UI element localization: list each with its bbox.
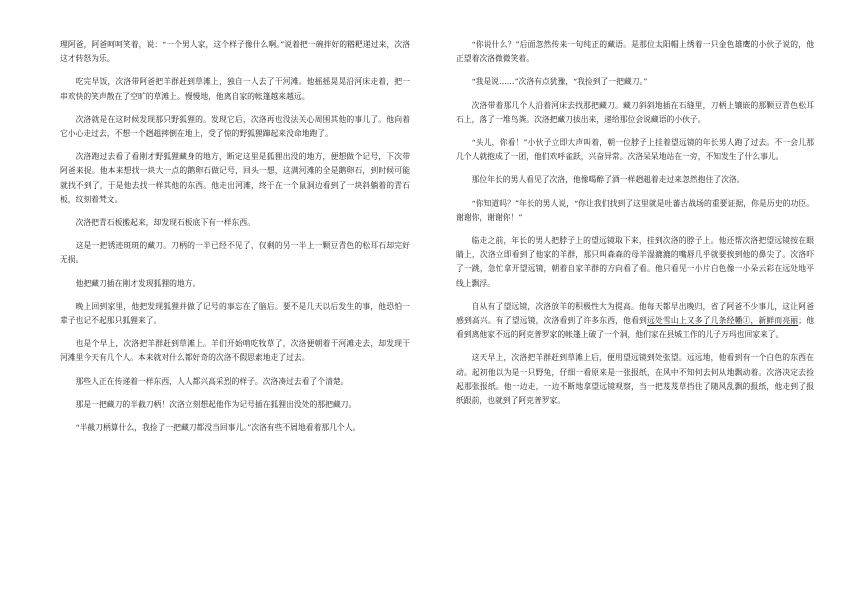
paragraph: “半截刀柄算什么，我捡了一把藏刀都没当回事儿。”次洛有些不屑地看着那几个人。 — [75, 423, 361, 433]
paragraph: “你知道吗？”年长的男人说，“你让我们找到了这里就是吐蕃古战场的重要证据，你是历史的功臣。谢谢你，谢谢你！” — [456, 198, 814, 222]
paragraph: 临走之前，年长的男人把脖子上的望远镜取下来，挂到次洛的脖子上。他还帮次洛把望远镜按在眼睛上，次洛立即看到了他家的羊群，那只叫森森的母羊湿漉漉的嘴唇几乎就要挨到他的鼻尖了。次洛吓了一跳，急忙拿开望远镜，朝着自家羊群的方向看了看。他只看见一小片白色像一小朵云彩在远处地平线上飘浮。 — [456, 236, 814, 288]
paragraph: 那些人正在传递着一样东西，人人都兴高采烈的样子。次洛凑过去看了个清楚。 — [75, 376, 349, 386]
left-column — [60, 38, 410, 444]
paragraph: “你说什么？”后面忽然传来一句纯正的藏语。是那位太阳帽上绣着一只金色雄鹰的小伙子说的，他正望着次洛微微笑着。 — [456, 40, 814, 64]
right-column — [456, 38, 814, 417]
paragraph: 次洛就是在这时候发现那只野狐狸的。发现它后，次洛再也没法关心周围其他的事儿了。他向着它小心走过去，不想一个趔趄摔倒在地上，受了惊的野狐狸蹿起来没命地跑了。 — [60, 114, 410, 139]
paragraph-with-underline: 自从有了望远镜，次洛放羊的积极性大为提高。他每天都早出晚归，省了阿爸不少事儿，这让阿爸感到高兴。有了望远镜，次洛看到了许多东西，他看到远处雪山上又多了几条经幡①，新鲜而亮丽；他看到离他家不远的阿克普罗家的帐篷上破了一个洞，他们家在县城工作的儿子万玛也回家来了。 — [456, 301, 815, 340]
paragraph: 吃完早饭，次洛带阿爸把羊群赶到草滩上，独自一人去了干河滩。他摇摇晃晃沿河床走着，把一串欢快的笑声散在了空旷的草滩上。慢慢地，他离自家的帐篷越来越远。 — [60, 77, 410, 101]
paragraph: 次洛跑过去看了看刚才野狐狸藏身的地方，断定这里是狐狸出没的地方，便想做个记号，下次带阿爸来捉。他本来想找一块大一点的鹅卵石做记号，回头一想，这满河滩的全是鹅卵石，到时候可能就找不到了，于是他去找一样其他的东西。他走出河滩，终于在一个鼠洞边看到了一块斜躺着的青石板，纹刻着梵文。 — [60, 152, 410, 204]
paragraph: 这是一把锈迹斑斑的藏刀。刀柄的一半已经不见了，仅剩的另一半上一颗豆青色的松耳石却完好无损。 — [60, 241, 410, 265]
paragraph: 那是一把藏刀的半截刀柄！次洛立刻想起他作为记号插在狐狸出没处的那把藏刀。 — [75, 399, 357, 409]
paragraph: 理阿爸，阿爸呵呵笑着，说：“一个男人家，这个样子像什么啊。”说着把一碗拌好的糌粑递过来，次洛这才转怒为乐。 — [60, 40, 410, 64]
paragraph: “头儿，你看！”小伙子立即大声叫着，朝一位脖子上挂着望远镜的年长男人跑了过去。不一会儿那几个人就抱成了一团，他们欢呼雀跃，兴奋异常。次洛呆呆地站在一旁，不知发生了什么事儿。 — [456, 138, 814, 162]
paragraph: “我是说……”次洛有点犹豫，“我捡到了一把藏刀。” — [471, 77, 648, 87]
paragraph: 晚上回到家里，他把发现狐狸并做了记号的事忘在了脑后。要不是几天以后发生的事，他恐怕一辈子也记不起那只狐狸来了。 — [60, 301, 410, 326]
paragraph: 这天早上，次洛把羊群赶到草滩上后，便用望远镜到处张望。远远地，他看到有一个白色的东西在动。起初他以为是一只野兔，仔细一看原来是一张报纸，在风中不知何去何从地飘动着。次洛决定去捡起那张报纸。他一边走，一边不断地拿望远镜观察，当一把芨芨草挡住了随风乱飘的报纸，他走到了报纸跟前，也就到了阿克普罗家。 — [456, 353, 814, 406]
paragraph: 次洛把青石板搬起来，却发现石板底下有一样东西。 — [75, 218, 255, 228]
paragraph: 那位年长的男人看见了次洛，他像喝醉了酒一样趔趄着走过来忽然抱住了次洛。 — [471, 175, 745, 185]
paragraph: 也是个早上，次洛把羊群赶到草滩上。羊们开始啃吃牧草了，次洛便朝着干河滩走去，却发现干河滩里今天有几个人。本来就对什么都好奇的次洛不假思索地走了过去。 — [60, 339, 410, 363]
paragraph: 次洛带着那几个人沿着河床去找那把藏刀。藏刀斜斜地插在石缝里，刀柄上镶嵌的那颗豆青色松耳石上，落了一堆鸟粪。次洛把藏刀拔出来，递给那位会说藏语的小伙子。 — [456, 100, 814, 124]
paragraph: 他把藏刀插在刚才发现狐狸的地方。 — [75, 278, 201, 288]
underlined-phrase: 远处雪山上又多了几条经幡①，新鲜而亮丽 — [647, 316, 799, 326]
